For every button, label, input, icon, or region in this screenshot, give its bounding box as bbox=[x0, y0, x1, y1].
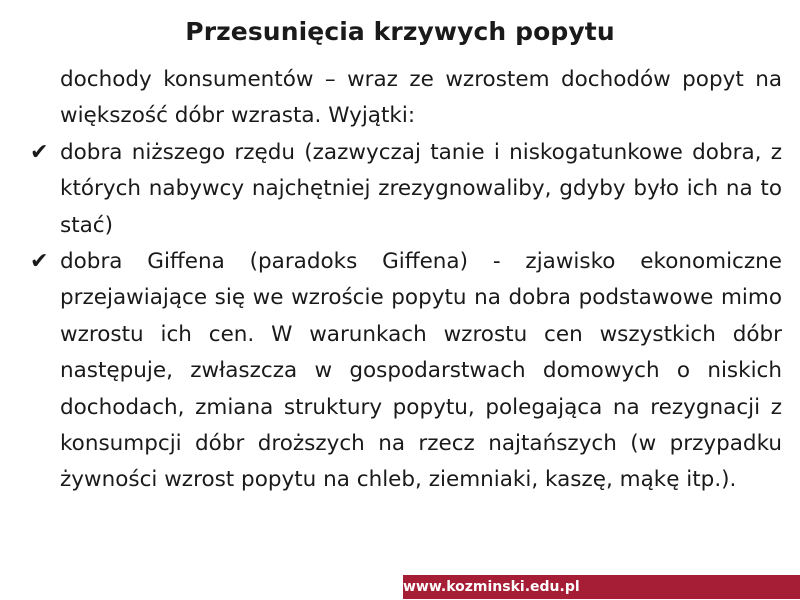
bullet-item-income bbox=[30, 62, 782, 135]
footer-bar bbox=[403, 575, 800, 599]
checkmark-icon: ✔ bbox=[30, 139, 49, 165]
bullet-text: dobra Giffena (paradoks Giffena) - zjawisko ekonomiczne przejawiające się we wzroście popytu na dobra podstawowe mimo wzrostu ich cen. W warunkach wzrostu cen wszystkich dóbr następuje, zwłaszcza w gospodarstwach domowych o niskich dochodach, zmiana struktury popytu, polegająca na rezygnacji z konsumpcji dóbr droższych na rzecz najtańszych (w przypadku żywności wzrost popytu na chleb, ziemniaki, kaszę, mąkę itp.). bbox=[60, 249, 782, 493]
footer-url: www.kozminski.edu.pl bbox=[403, 579, 580, 595]
bullet-text: dobra niższego rzędu (zazwyczaj tanie i niskogatunkowe dobra, z których nabywcy najchętniej zrezygnowaliby, gdyby było ich na to stać) bbox=[60, 139, 782, 238]
bullet-item-giffen-goods bbox=[30, 244, 782, 499]
checkmark-icon: ✔ bbox=[30, 249, 49, 275]
bullet-item-inferior-goods bbox=[30, 135, 782, 244]
slide-content bbox=[30, 62, 782, 499]
slide-title: Przesunięcia krzywych popytu bbox=[185, 17, 615, 46]
bullet-text: dochody konsumentów – wraz ze wzrostem dochodów popyt na większość dóbr wzrasta. Wyjątki: bbox=[60, 67, 782, 129]
